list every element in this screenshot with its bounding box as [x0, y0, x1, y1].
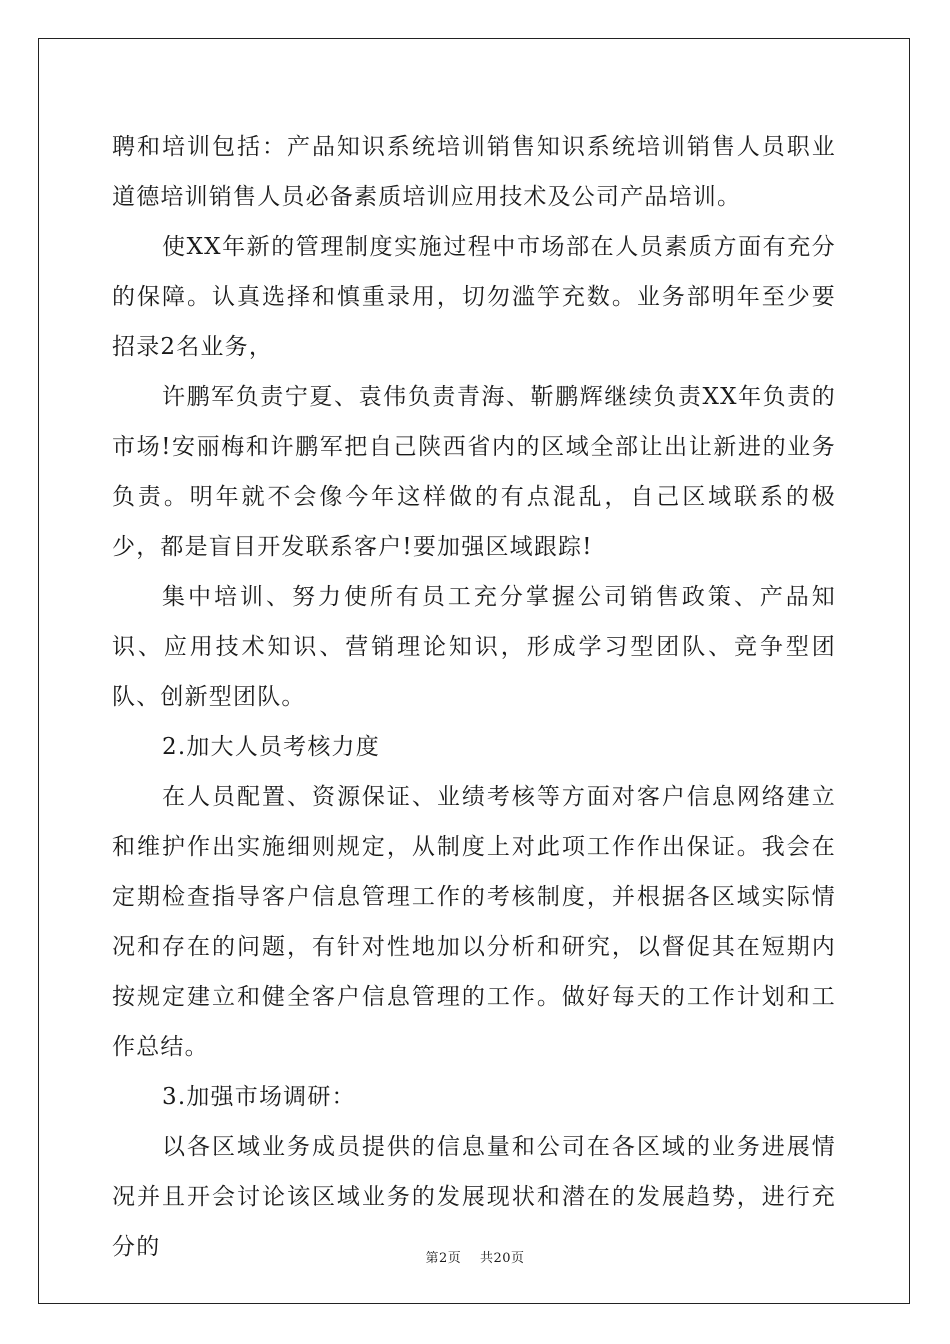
- paragraph: 在人员配置、资源保证、业绩考核等方面对客户信息网络建立和维护作出实施细则规定，从制度上对此项工作作出保证。我会在定期检查指导客户信息管理工作的考核制度，并根据各区域实际情况和存在的问题，有针对性地加以分析和研究，以督促其在短期内按规定建立和健全客户信息管理的工作。做好每天的工作计划和工作总结。: [112, 784, 836, 1060]
- paragraph: 许鹏军负责宁夏、袁伟负责青海、靳鹏辉继续负责XX年负责的市场!安丽梅和许鹏军把自己陕西省内的区域全部让出让新进的业务负责。明年就不会像今年这样做的有点混乱，自己区域联系的极少，都是盲目开发联系客户!要加强区域跟踪!: [112, 384, 836, 560]
- page-total: 共20页: [479, 1251, 525, 1266]
- paragraph: 使XX年新的管理制度实施过程中市场部在人员素质方面有充分的保障。认真选择和慎重录用，切勿滥竽充数。业务部明年至少要招录2名业务，: [112, 234, 836, 360]
- document-body: [112, 122, 836, 1272]
- paragraph: 以各区域业务成员提供的信息量和公司在各区域的业务进展情况并且开会讨论该区域业务的发展现状和潜在的发展趋势，进行充分的: [112, 1134, 836, 1260]
- section-heading: 2.加大人员考核力度: [162, 734, 380, 760]
- paragraph: 聘和培训包括：产品知识系统培训销售知识系统培训销售人员职业道德培训销售人员必备素质培训应用技术及公司产品培训。: [112, 134, 836, 210]
- paragraph: 集中培训、努力使所有员工充分掌握公司销售政策、产品知识、应用技术知识、营销理论知识，形成学习型团队、竞争型团队、创新型团队。: [112, 584, 836, 710]
- page-number: 第2页: [425, 1251, 462, 1266]
- section-heading: 3.加强市场调研：: [162, 1084, 356, 1110]
- page-footer: [0, 1247, 950, 1266]
